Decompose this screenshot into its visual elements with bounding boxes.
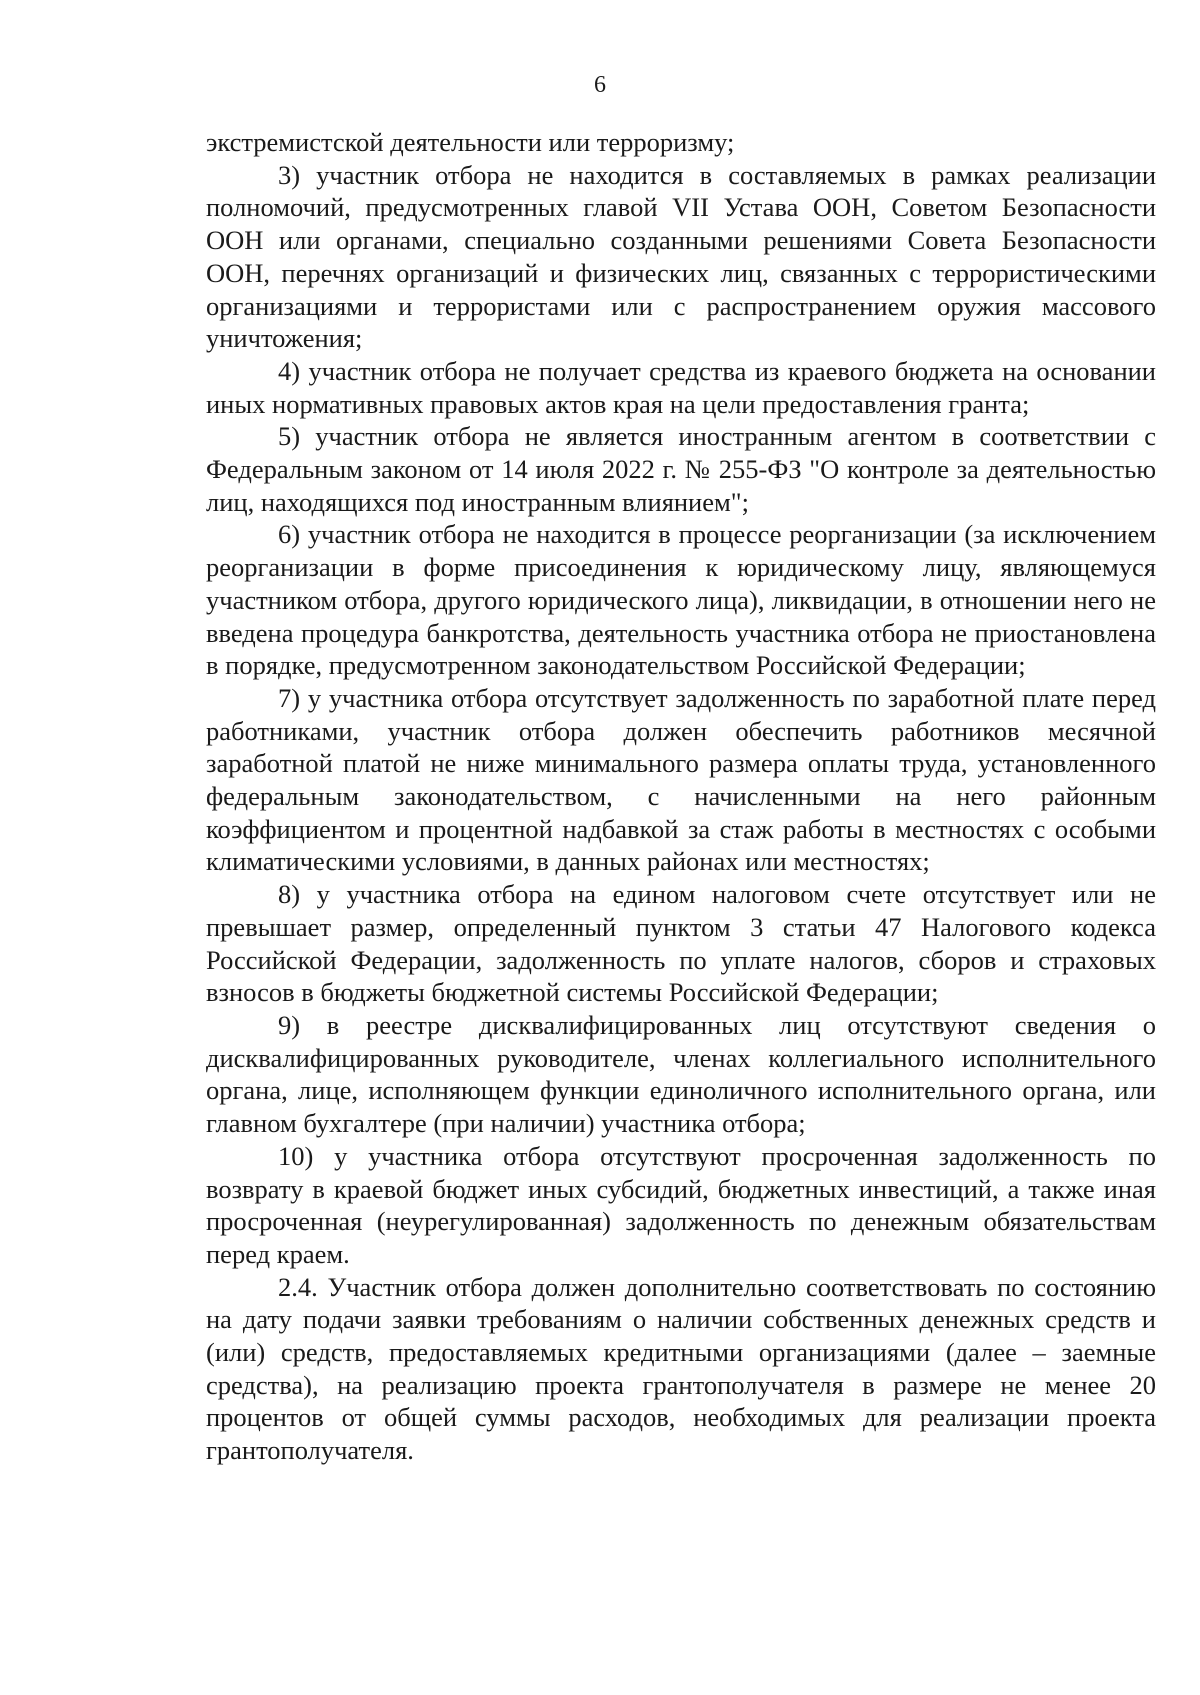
paragraph-section-2-4: 2.4. Участник отбора должен дополнительно соответствовать по состоянию на дату подачи заявки требованиям о наличии собственных денежных средств и (или) средств, предоставляемых кредитными организациями (далее – заемные средства), на реализацию проекта грантополучателя в размере не менее 20 процентов от общей суммы расходов, необходимых для реализации проекта грантополучателя. <box>206 1271 1156 1466</box>
paragraph-item-9: 9) в реестре дисквалифицированных лиц отсутствуют сведения о дисквалифицированных руководителе, членах коллегиального исполнительного органа, лице, исполняющем функции единоличного исполнительного органа, или главном бухгалтере (при наличии) участника отбора; <box>206 1009 1156 1139</box>
page-number: 6 <box>594 72 606 98</box>
paragraph-item-6: 6) участник отбора не находится в процессе реорганизации (за исключением реорганизации в форме присоединения к юридическому лицу, являющемуся участником отбора, другого юридического лица), ликвидации, в отношении него не введена процедура банкротства, деятельность участника отбора не приостановлена в порядке, предусмотренном законодательством Российской Федерации; <box>206 519 1156 681</box>
paragraph-item-8: 8) у участника отбора на едином налоговом счете отсутствует или не превышает размер, определенный пунктом 3 статьи 47 Налогового кодекса Российской Федерации, задолженность по уплате налогов, сборов и страховых взносов в бюджеты бюджетной системы Российской Федерации; <box>206 879 1156 1008</box>
paragraph-item-3: 3) участник отбора не находится в составляемых в рамках реализации полномочий, предусмотренных главой VII Устава ООН, Советом Безопасности ООН или органами, специально созданными решениями Совета Безопасности ООН, перечнях организаций и физических лиц, связанных с террористическими организациями и террористами или с распространением оружия массового уничтожения; <box>206 159 1156 354</box>
paragraph-item-7: 7) у участника отбора отсутствует задолженность по заработной плате перед работниками, участник отбора должен обеспечить работников месячной заработной платой не ниже минимального размера оплаты труда, установленного федеральным законодательством, с начисленными на него районным коэффициентом и процентной надбавкой за стаж работы в местностях с особыми климатическими условиями, в данных районах или местностях; <box>206 682 1156 877</box>
paragraph-item-4: 4) участник отбора не получает средства из краевого бюджета на основании иных нормативных правовых актов края на цели предоставления гранта; <box>206 355 1156 419</box>
paragraph-item-10: 10) у участника отбора отсутствуют просроченная задолженность по возврату в краевой бюджет иных субсидий, бюджетных инвестиций, а также иная просроченная (неурегулированная) задолженность по денежным обязательствам перед краем. <box>206 1140 1156 1269</box>
document-body <box>206 126 1156 1467</box>
paragraph-continuation: экстремистской деятельности или терроризму; <box>206 127 735 157</box>
paragraph-item-5: 5) участник отбора не является иностранным агентом в соответствии с Федеральным законом от 14 июля 2022 г. № 255-ФЗ "О контроле за деятельностью лиц, находящихся под иностранным влиянием"; <box>206 421 1156 517</box>
